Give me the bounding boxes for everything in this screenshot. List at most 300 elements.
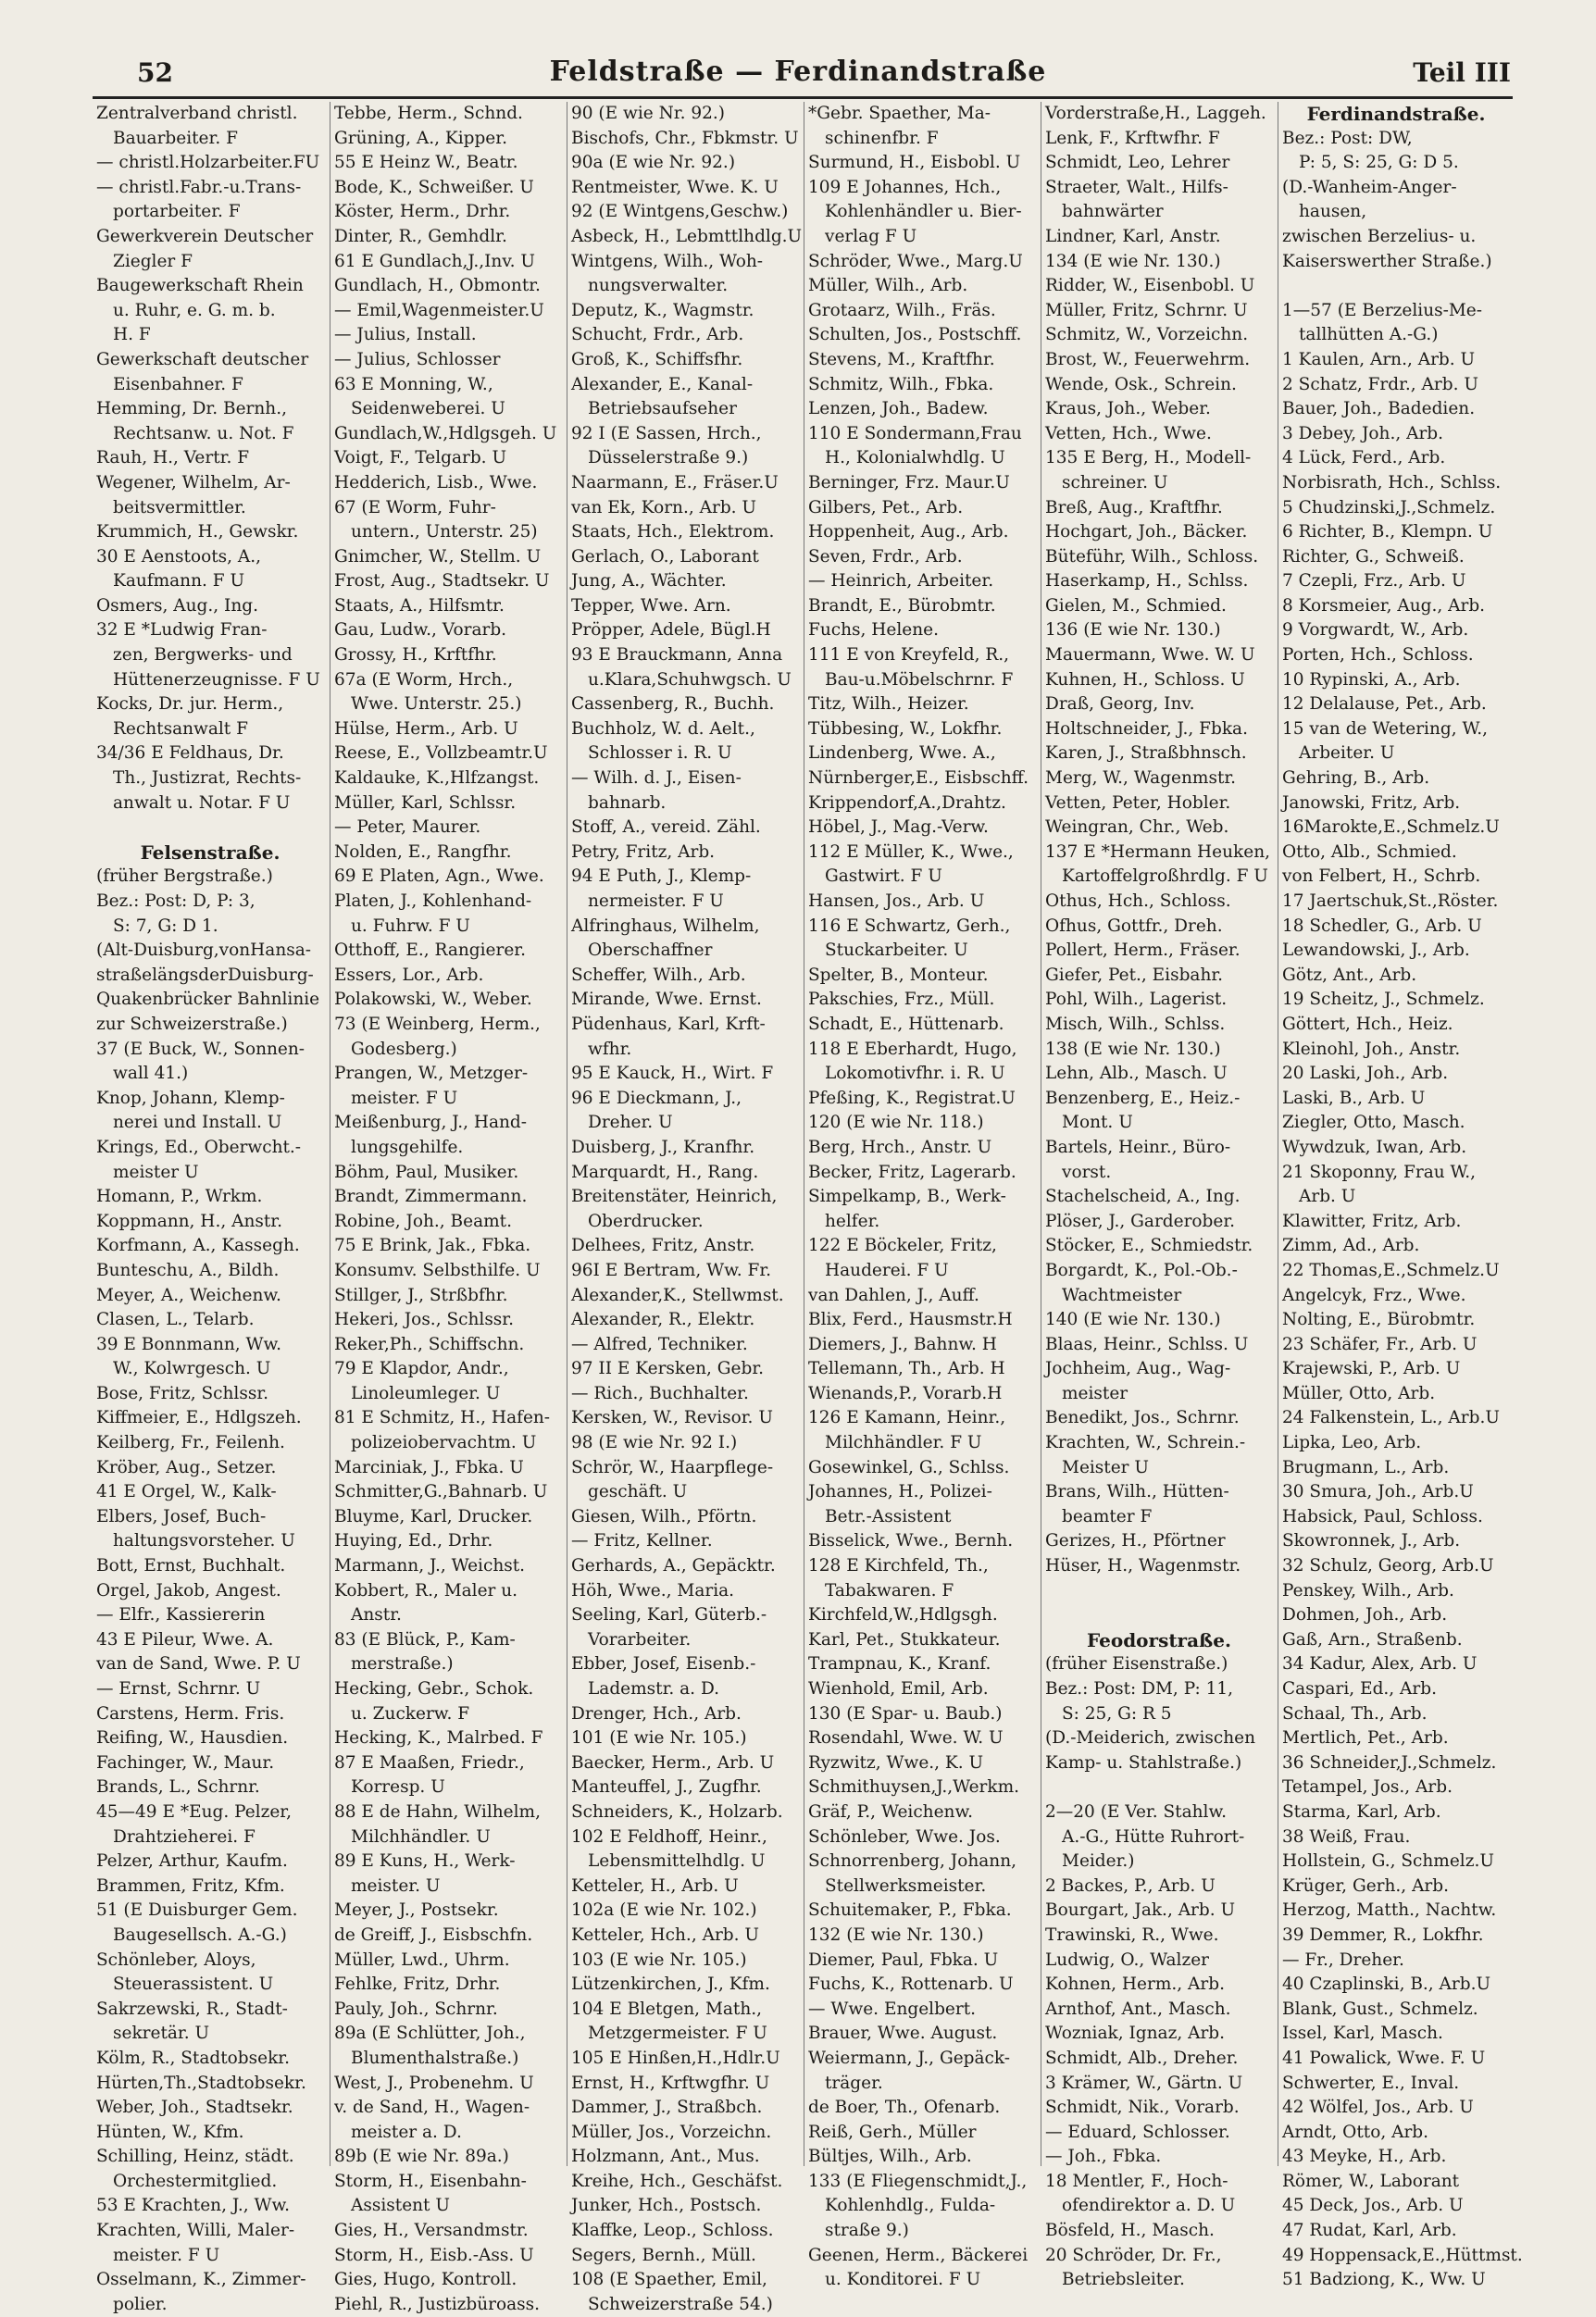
directory-entry-line: polizeiobervachtm. U [351,1433,537,1453]
directory-entry-line: Müller, Karl, Schlssr. [334,792,517,813]
directory-entry-line: 30 E Aenstoots, A., [96,546,262,567]
directory-entry-line: 47 Rudat, Karl, Arb. [1282,2221,1457,2241]
directory-entry-line: Borgardt, K., Pol.-Ob.- [1045,1260,1238,1280]
directory-entry-line: Dreher. U [588,1113,673,1133]
directory-entry-line: 43 Meyke, H., Arb. [1282,2147,1447,2167]
directory-entry-line: Dohmen, Joh., Arb. [1282,1605,1448,1626]
directory-entry-line: Gilbers, Pet., Arb. [808,497,964,517]
directory-entry-line: Hecking, Gebr., Schok. [334,1679,534,1699]
directory-entry-line: Bott, Ernst, Buchhalt. [96,1556,286,1576]
directory-entry-line: Prangen, W., Metzger- [334,1064,529,1084]
directory-entry-line: 42 Wölfel, Jos., Arb. U [1282,2098,1474,2118]
directory-entry-line: Simpelkamp, B., Werk- [808,1187,1006,1207]
directory-entry-line: Seeling, Karl, Güterb.- [571,1605,767,1626]
directory-entry-line: Keilberg, Fr., Feilenh. [96,1433,285,1453]
directory-entry-line: Schilling, Heinz, städt. [96,2147,294,2167]
directory-entry-line: van Ek, Korn., Arb. U [571,497,757,517]
column-2 [330,102,562,2314]
directory-entry-line: Kleinohl, Joh., Anstr. [1282,1039,1461,1059]
directory-entry-line: 128 E Kirchfeld, Th., [808,1556,989,1576]
directory-entry-line: Elbers, Josef, Buch- [96,1506,267,1526]
directory-entry-line: Brandt, E., Bürobmtr. [808,595,996,616]
directory-entry-line: 81 E Schmitz, H., Hafen- [334,1408,551,1428]
directory-entry-line: Schneiders, K., Holzarb. [571,1801,783,1822]
directory-entry-line: meister. U [351,1875,441,1896]
directory-entry-line: — Emil,Wagenmeister.U [334,300,544,320]
directory-entry-line: Düsselerstraße 9.) [588,448,749,468]
directory-entry-line: portarbeiter. F [113,202,241,222]
column-4 [804,102,1036,2290]
directory-entry-line: Schulten, Jos., Postschff. [808,325,1022,345]
directory-entry-line: Milchhändler. U [351,1826,491,1847]
directory-entry-line: Kölm, R., Stadtobsekr. [96,2048,290,2068]
directory-entry-line: Gerizes, H., Pförtner [1045,1531,1226,1551]
directory-entry-line: von Felbert, H., Schrb. [1282,866,1481,887]
directory-entry-line: — Ernst, Schrnr. U [96,1679,261,1699]
directory-entry-line: Pauly, Joh., Schrnr. [334,1999,498,2019]
directory-entry-line: Tellemann, Th., Arb. H [808,1359,1005,1379]
directory-entry-line: P: 5, S: 25, G: D 5. [1299,153,1459,173]
directory-entry-line: Bültjes, Wilh., Arb. [808,2147,972,2167]
directory-entry-line: Gielen, M., Schmied. [1045,595,1227,616]
directory-entry-line: straße 9.) [825,2221,909,2241]
directory-entry-line: Felsenstraße. [140,841,281,864]
directory-entry-line: Gastwirt. F U [825,866,942,887]
directory-entry-line: Bartels, Heinr., Büro- [1045,1137,1231,1157]
directory-entry-line: 20 Schröder, Dr. Fr., [1045,2245,1222,2265]
directory-entry-line: S: 25, G: R 5 [1062,1703,1172,1724]
directory-entry-line: Pollert, Herm., Fräser. [1045,941,1241,961]
directory-entry-line: Hüttenerzeugnisse. F U [113,669,320,690]
directory-entry-line: Otto, Alb., Schmied. [1282,841,1457,862]
directory-entry-line: Alfringhaus, Wilhelm, [571,916,760,936]
directory-entry-line: Höh, Wwe., Maria. [571,1580,735,1601]
directory-entry-line: Weingran, Chr., Web. [1045,817,1229,838]
directory-entry-line: merstraße.) [351,1654,454,1675]
directory-entry-line: Marciniak, J., Fbka. U [334,1457,524,1477]
directory-entry-line: Hollstein, G., Schmelz.U [1282,1851,1494,1872]
directory-entry-line: 20 Laski, Joh., Arb. [1282,1064,1449,1084]
directory-entry-line: Nolden, E., Rangfhr. [334,841,512,862]
directory-entry-line: Caspari, Ed., Arb. [1282,1679,1437,1699]
directory-entry-line: Baugewerkschaft Rhein [96,276,304,296]
directory-entry-line: 92 (E Wintgens,Geschw.) [571,202,789,222]
directory-entry-line: Schmitz, W., Vorzeichn. [1045,325,1249,345]
directory-entry-line: Blix, Ferd., Hausmstr.H [808,1310,1013,1330]
directory-entry-line: Brandt, Zimmermann. [334,1187,528,1207]
directory-entry-line: Lenzen, Joh., Badew. [808,399,989,419]
directory-entry-line: Krings, Ed., Oberwcht.- [96,1137,302,1157]
directory-entry-line: Gundlach,W.,Hdlgsgeh. U [334,423,557,443]
directory-entry-line: Hauderei. F U [825,1260,949,1280]
directory-entry-line: Petry, Fritz, Arb. [571,841,716,862]
directory-entry-line: 110 E Sondermann,Frau [808,423,1022,443]
directory-entry-line: Alexander, E., Kanal- [571,374,754,394]
directory-entry-line: 18 Mentler, F., Hoch- [1045,2171,1228,2191]
directory-entry-line: Hülse, Herm., Arb. U [334,718,518,739]
directory-entry-line: Kaufmann. F U [113,571,245,592]
directory-entry-line: Richter, G., Schweiß. [1282,546,1465,567]
directory-entry-line: 96I E Bertram, Ww. Fr. [571,1260,772,1280]
directory-entry-line: Jochheim, Aug., Wag- [1045,1359,1231,1379]
directory-entry-line: 53 E Krachten, J., Ww. [96,2196,290,2216]
directory-entry-line: Assistent U [351,2196,450,2216]
directory-entry-line: Brost, W., Feuerwehrm. [1045,349,1251,369]
directory-entry-line: Wienands,P., Vorarb.H [808,1383,1003,1403]
directory-entry-line: 43 E Pileur, Wwe. A. [96,1629,274,1650]
directory-entry-line: v. de Sand, H., Wagen- [334,2098,530,2118]
directory-entry-line: Breitenstäter, Heinrich, [571,1187,778,1207]
directory-entry-line: Römer, W., Laborant [1282,2171,1460,2191]
directory-entry-line: Betr.-Assistent [825,1506,952,1526]
directory-entry-line: Klaffke, Leop., Schloss. [571,2221,774,2241]
directory-entry-line: 7 Czepli, Frz., Arb. U [1282,571,1466,592]
directory-entry-line: Hekeri, Jos., Schlssr. [334,1310,514,1330]
directory-entry-line: Lipka, Leo, Arb. [1282,1433,1422,1453]
directory-entry-line: Rechtsanwalt F [113,718,248,739]
directory-entry-line: nungsverwalter. [588,276,729,296]
directory-entry-line: 18 Schedler, G., Arb. U [1282,916,1482,936]
directory-entry-line: 37 (E Buck, W., Sonnen- [96,1039,305,1059]
directory-entry-line: Püdenhaus, Karl, Krft- [571,1014,766,1034]
directory-entry-line: Krajewski, P., Arb. U [1282,1359,1461,1379]
directory-entry-line: Götz, Ant., Arb. [1282,965,1417,985]
directory-entry-line: Asbeck, H., Lebmttlhdlg.U [571,226,803,246]
directory-entry-line: Angelcyk, Frz., Wwe. [1282,1285,1466,1305]
directory-entry-line: Göttert, Hch., Heiz. [1282,1014,1453,1034]
directory-entry-line: Reker,Ph., Schiffschn. [334,1334,525,1354]
directory-entry-line: Laski, B., Arb. U [1282,1088,1426,1108]
directory-entry-line: ofendirektor a. D. U [1062,2196,1236,2216]
directory-entry-line: 90 (E wie Nr. 92.) [571,104,726,123]
directory-entry-line: Osselmann, K., Zimmer- [96,2270,306,2290]
directory-entry-line: 34/36 E Feldhaus, Dr. [96,743,284,764]
directory-entry-line: 138 (E wie Nr. 130.) [1045,1039,1221,1059]
directory-entry-line: Grossy, H., Krftfhr. [334,645,497,666]
directory-entry-line: Kraus, Joh., Weber. [1045,399,1211,419]
directory-entry-line [93,816,324,841]
directory-entry-line: 132 (E wie Nr. 130.) [808,1925,984,1945]
directory-entry-line: bahnwärter [1062,202,1164,222]
directory-entry-line: 108 (E Spaether, Emil, [571,2270,767,2290]
directory-entry-line: helfer. [825,1211,880,1231]
directory-entry-line: Dammer, J., Straßbch. [571,2098,763,2118]
directory-entry-line: Hochgart, Joh., Bäcker. [1045,522,1248,542]
directory-entry-line: 89a (E Schlütter, Joh., [334,2024,526,2044]
directory-entry-line: Krippendorf,A.,Drahtz. [808,792,1006,813]
directory-entry-line: Johannes, H., Polizei- [808,1482,992,1502]
directory-entry-line: Hecking, K., Malrbed. F [334,1728,543,1749]
directory-entry-line: Junker, Hch., Postsch. [571,2196,762,2216]
directory-entry-line: Ebber, Josef, Eisenb.- [571,1654,756,1675]
directory-entry-line: Storm, H., Eisenbahn- [334,2171,527,2191]
directory-entry-line: lungsgehilfe. [351,1137,464,1157]
directory-entry-line: Schmidt, Leo, Lehrer [1045,153,1230,173]
directory-entry-line: Schadt, E., Hüttenarb. [808,1014,1004,1034]
directory-entry-line: 118 E Eberhardt, Hugo, [808,1039,1017,1059]
directory-entry-line: de Boer, Th., Ofenarb. [808,2098,1001,2118]
directory-entry-line: Krachten, Willi, Maler- [96,2221,295,2241]
directory-entry-line: Stellwerksmeister. [825,1875,987,1896]
directory-entry-line: 105 E Hinßen,H.,Hdlr.U [571,2048,780,2068]
directory-entry-line: Blank, Gust., Schmelz. [1282,1999,1478,2019]
directory-entry-line [1041,1603,1273,1628]
directory-entry-line: 102 E Feldhoff, Heinr., [571,1826,767,1847]
directory-entry-line: 3 Debey, Joh., Arb. [1282,423,1444,443]
directory-entry-line: Essers, Lor., Arb. [334,965,484,985]
directory-entry-line: Bau-u.Möbelschrnr. F [825,669,1014,690]
directory-entry-line: Brugmann, L., Arb. [1282,1457,1450,1477]
directory-entry-line: Piehl, R., Justizbüroass. [334,2294,541,2314]
directory-entry-line: 16Marokte,E.,Schmelz.U [1282,817,1500,838]
directory-entry-line: Arb. U [1299,1187,1356,1207]
directory-entry-line: Janowski, Fritz, Arb. [1282,792,1461,813]
directory-entry-line: Pelzer, Arthur, Kaufm. [96,1851,288,1872]
directory-entry-line: Issel, Karl, Masch. [1282,2024,1443,2044]
directory-entry-line: Skowronnek, J., Arb. [1282,1531,1461,1551]
directory-entry-line: Nürnberger,E., Eisbschff. [808,768,1029,789]
directory-entry-line: 116 E Schwartz, Gerh., [808,916,1011,936]
directory-entry-line: Kreihe, Hch., Geschäfst. [571,2171,783,2191]
directory-entry-line: Zimm, Ad., Arb. [1282,1236,1420,1256]
directory-entry-line: 79 E Klapdor, Andr., [334,1359,509,1379]
directory-entry-line: Schönleber, Aloys, [96,1950,256,1970]
directory-entry-line: Cassenberg, R., Buchh. [571,694,775,715]
directory-entry-line: 136 (E wie Nr. 130.) [1045,620,1221,641]
directory-entry-line: 22 Thomas,E.,Schmelz.U [1282,1260,1500,1280]
directory-entry-line: Kaldauke, K.,Hlfzangst. [334,768,540,789]
directory-entry-line: 49 Hoppensack,E.,Hüttmst. [1282,2245,1523,2265]
directory-entry-line: Rosendahl, Wwe. W. U [808,1728,1004,1749]
directory-entry-line: Penskey, Wilh., Arb. [1282,1580,1454,1601]
directory-entry-line: Stevens, M., Kraftfhr. [808,349,995,369]
directory-entry-line: Vetten, Peter, Hobler. [1045,792,1231,813]
directory-entry-line: 55 E Heinz W., Beatr. [334,153,518,173]
directory-entry-line: Brammen, Fritz, Kfm. [96,1875,285,1896]
directory-entry-line: 2 Backes, P., Arb. U [1045,1875,1216,1896]
directory-entry-line: Hedderich, Lisb., Wwe. [334,472,538,492]
directory-entry-line: Homann, P., Wrkm. [96,1187,263,1207]
directory-entry-line: straßelängsderDuisburg- [96,965,314,985]
directory-entry-line: van Dahlen, J., Auff. [808,1285,979,1305]
directory-entry-line: Milchhändler. F U [825,1433,982,1453]
directory-entry-line: 67 (E Worm, Fuhr- [334,497,496,517]
directory-entry-line: Bez.: Post: DM, P: 11, [1045,1679,1234,1699]
column-3 [567,102,803,2314]
directory-entry-line: Oberdrucker. [588,1211,704,1231]
directory-entry-line: Giefer, Pet., Eisbahr. [1045,965,1224,985]
column-5 [1041,102,1273,2290]
directory-entry-line: Metzgermeister. F U [588,2024,767,2044]
directory-entry-line: meister [1062,1383,1128,1403]
directory-entry-line: Köster, Herm., Drhr. [334,202,511,222]
directory-entry-line: Lehn, Alb., Masch. U [1045,1064,1228,1084]
directory-entry-line: u. Konditorei. F U [825,2270,981,2290]
directory-entry-line: Tepper, Wwe. Arn. [571,595,731,616]
directory-entry-line: 3 Krämer, W., Gärtn. U [1045,2073,1243,2093]
directory-entry-line: Anstr. [351,1605,402,1626]
directory-entry-line: Bauer, Joh., Badedien. [1282,399,1476,419]
directory-entry-line: Wienhold, Emil, Arb. [808,1679,989,1699]
directory-entry-line: Ziegler, Otto, Masch. [1282,1113,1465,1133]
directory-entry-line: 2 Schatz, Frdr., Arb. U [1282,374,1478,394]
directory-entry-line: Schröder, Wwe., Marg.U [808,251,1023,271]
directory-entry-line: Schlosser i. R. U [588,743,732,764]
directory-entry-line: — Fr., Dreher. [1282,1950,1404,1970]
directory-entry-line: Clasen, L., Telarb. [96,1310,255,1330]
directory-entry-line: 19 Scheitz, J., Schmelz. [1282,990,1485,1010]
directory-entry-line: Schucht, Frdr., Arb. [571,325,744,345]
directory-entry-line: Gerlach, O., Laborant [571,546,759,567]
directory-entry-line: Müller, Wilh., Arb. [808,276,968,296]
directory-entry-line: Schrör, W., Haarpflege- [571,1457,774,1477]
directory-entry-line: 69 E Platen, Agn., Wwe. [334,866,544,887]
directory-entry-line: Vorarbeiter. [588,1629,692,1650]
directory-entry-line: Alexander,K., Stellwmst. [571,1285,784,1305]
directory-entry-line: u. Ruhr, e. G. m. b. [113,300,276,320]
directory-entry-line: — Wwe. Engelbert. [808,1999,977,2019]
directory-entry-line: Tübbesing, W., Lokfhr. [808,718,1003,739]
directory-entry-line: Spelter, B., Monteur. [808,965,989,985]
directory-entry-line: Gies, H., Versandmstr. [334,2221,529,2241]
directory-entry-line: Fachinger, W., Maur. [96,1752,275,1773]
directory-entry-line: 1—57 (E Berzelius-Me- [1282,300,1483,320]
directory-entry-line: Diemer, Paul, Fbka. U [808,1950,999,1970]
directory-entry-line: Grüning, A., Kipper. [334,128,507,148]
directory-entry-line: Kocks, Dr. jur. Herm., [96,694,284,715]
directory-entry-line: Bösfeld, H., Masch. [1045,2221,1215,2241]
directory-entry-line [1041,1579,1273,1604]
directory-entry-line: 137 E *Hermann Heuken, [1045,841,1270,862]
directory-entry-line: Gundlach, H., Obmontr. [334,276,541,296]
directory-entry-line: Schmitz, Wilh., Fbka. [808,374,994,394]
directory-entry-line: Reifing, W., Hausdien. [96,1728,289,1749]
directory-entry-line: Brans, Wilh., Hütten- [1045,1482,1229,1502]
directory-entry-line: 63 E Monning, W., [334,374,493,394]
directory-entry-line: geschäft. U [588,1482,688,1502]
directory-entry-line: 102a (E wie Nr. 102.) [571,1900,757,1921]
directory-entry-line: Müller, Fritz, Schrnr. U [1045,300,1248,320]
directory-entry-line: träger. [825,2073,883,2093]
directory-entry-line: — Eduard, Schlosser. [1045,2122,1230,2142]
directory-entry-line: Rauh, H., Vertr. F [96,448,250,468]
directory-entry-line: Quakenbrücker Bahnlinie [96,990,320,1010]
directory-entry-line: Bischofs, Chr., Fbkmstr. U [571,128,799,148]
directory-entry-line: 23 Schäfer, Fr., Arb. U [1282,1334,1478,1354]
directory-entry-line: 36 Schneider,J.,Schmelz. [1282,1752,1497,1773]
directory-entry-line: Marmann, J., Weichst. [334,1556,526,1576]
directory-entry-line: Oberschaffner [588,941,713,961]
directory-entry-line: 6 Richter, B., Klempn. U [1282,522,1493,542]
directory-entry-line: Meyer, A., Weichenw. [96,1285,281,1305]
directory-entry-line: Schuitemaker, P., Fbka. [808,1900,1012,1921]
directory-entry-line: Schönleber, Wwe. Jos. [808,1826,1001,1847]
directory-entry-line: — Rich., Buchhalter. [571,1383,749,1403]
directory-entry-line: Pohl, Wilh., Lagerist. [1045,990,1228,1010]
directory-entry-line: 12 Delalause, Pet., Arb. [1282,694,1487,715]
directory-entry-line: Kohnen, Herm., Arb. [1045,1974,1225,1995]
directory-entry-line: — Peter, Maurer. [334,817,481,838]
directory-entry-line: Mont. U [1062,1113,1133,1133]
directory-entry-line: 98 (E wie Nr. 92 I.) [571,1433,738,1453]
directory-entry-line: Kröber, Aug., Setzer. [96,1457,277,1477]
directory-entry-line: Blumenthalstraße.) [351,2048,519,2068]
directory-entry-line: Müller, Otto, Arb. [1282,1383,1436,1403]
directory-entry-line: Holzmann, Ant., Mus. [571,2147,760,2167]
directory-entry-line: Kamp- u. Stahlstraße.) [1045,1752,1242,1773]
directory-entry-line: 51 (E Duisburger Gem. [96,1900,298,1921]
directory-entry-line: Schaal, Th., Arb. [1282,1703,1428,1724]
directory-entry-line: 17 Jaertschuk,St.,Röster. [1282,891,1499,911]
directory-entry-line: beamter F [1062,1506,1153,1526]
directory-entry-line: Lokomotivfhr. i. R. U [825,1064,1005,1084]
directory-entry-line: 89b (E wie Nr. 89a.) [334,2147,509,2167]
directory-entry-line: Wegener, Wilhelm, Ar- [96,472,291,492]
directory-entry-line: polier. [113,2294,168,2314]
directory-entry-line: H. F [113,325,151,345]
directory-entry-line: 122 E Böckeler, Fritz, [808,1236,997,1256]
directory-entry-line: 89 E Kuns, H., Werk- [334,1851,516,1872]
directory-entry-line: Gehring, B., Arb. [1282,768,1430,789]
directory-entry-line: vorst. [1062,1162,1112,1182]
directory-entry-line: Kaiserswerther Straße.) [1282,251,1492,271]
directory-entry-line: Frost, Aug., Stadtsekr. U [334,571,550,592]
directory-entry-line: Klawitter, Fritz, Arb. [1282,1211,1462,1231]
directory-entry-line: Platen, J., Kohlenhand- [334,891,532,911]
directory-entry-line: Meyer, J., Postsekr. [334,1900,499,1921]
directory-entry-line: Berninger, Frz. Maur.U [808,472,1010,492]
directory-entry-line: 10 Rypinski, A., Arb. [1282,669,1461,690]
column-1 [93,102,324,2314]
directory-entry-line: Zentralverband christl. [96,104,298,123]
directory-entry-line: Benzenberg, E., Heiz.- [1045,1088,1241,1108]
directory-entry-line: Ziegler F [113,251,193,271]
directory-entry-line: Wywdzuk, Iwan, Arb. [1282,1137,1467,1157]
directory-entry-line: Scheffer, Wilh., Arb. [571,965,746,985]
directory-entry-line: Mauermann, Wwe. W. U [1045,645,1255,666]
directory-entry-line [1278,274,1510,299]
directory-entry-line: 1 Kaulen, Arn., Arb. U [1282,349,1476,369]
directory-entry-line: Fehlke, Fritz, Drhr. [334,1974,501,1995]
directory-entry-line: meister. F U [113,2245,220,2265]
directory-entry-line: Korresp. U [351,1777,445,1798]
directory-entry-line: Wintgens, Wilh., Woh- [571,251,764,271]
directory-entry-line: Gau, Ludw., Vorarb. [334,620,507,641]
directory-entry-line: Reese, E., Vollzbeamtr.U [334,743,548,764]
directory-entry-line: 111 E von Kreyfeld, R., [808,645,1010,666]
directory-entry-line: meister a. D. [351,2122,462,2142]
directory-entry-line: 67a (E Worm, Hrch., [334,669,514,690]
directory-entry-line: — Julius, Schlosser [334,349,501,369]
part-label: Teil III [1413,57,1511,88]
directory-entry-line: Othus, Hch., Schloss. [1045,891,1231,911]
directory-entry-line: Meister U [1062,1457,1149,1477]
directory-entry-line: Wende, Osk., Schrein. [1045,374,1237,394]
directory-entry-line: Stoff, A., vereid. Zähl. [571,817,761,838]
directory-entry-line: Grotaarz, Wilh., Fräs. [808,300,996,320]
directory-entry-line: Becker, Fritz, Lagerarb. [808,1162,1016,1182]
directory-entry-line: Büteführ, Wilh., Schloss. [1045,546,1259,567]
directory-entry-line: Hürten,Th.,Stadtobsekr. [96,2073,306,2093]
directory-entry-line: Pröpper, Adele, Bügl.H [571,620,771,641]
directory-entry-line: 8 Korsmeier, Aug., Arb. [1282,595,1486,616]
directory-entry-line: 24 Falkenstein, L., Arb.U [1282,1408,1500,1428]
directory-entry-line: Lützenkirchen, J., Kfm. [571,1974,770,1995]
directory-entry-line: 95 E Kauck, H., Wirt. F [571,1064,774,1084]
directory-entry-line: Merg, W., Wagenmstr. [1045,768,1237,789]
directory-entry-line: 88 E de Hahn, Wilhelm, [334,1801,541,1822]
directory-entry-line: 41 Powalick, Wwe. F. U [1282,2048,1486,2068]
